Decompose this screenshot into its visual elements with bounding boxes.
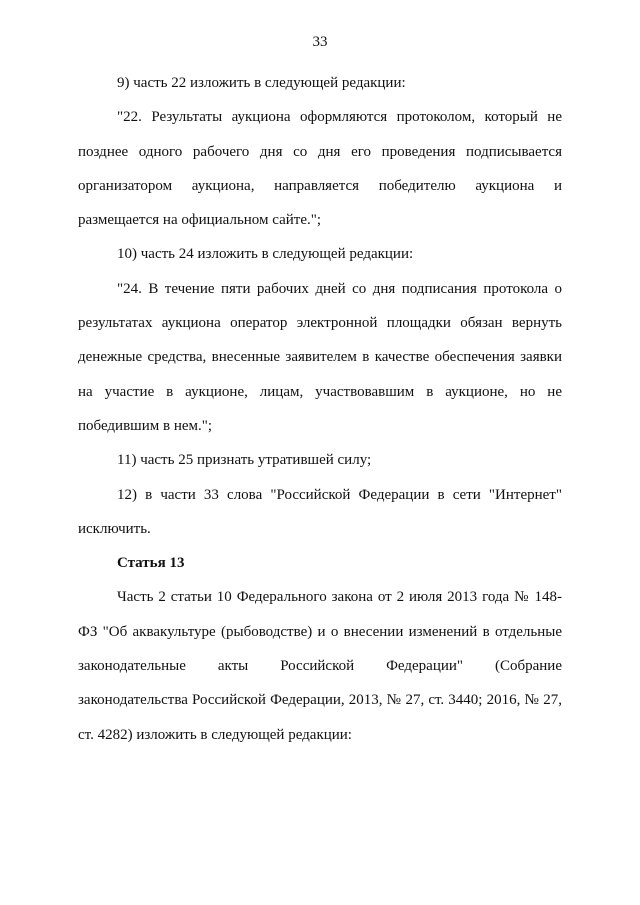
paragraph-item-9: 9) часть 22 изложить в следующей редакции: xyxy=(117,75,406,91)
paragraph-part-22-text: "22. Результаты аукциона оформляются протоколом, который не позднее одного рабочего дня со дня его проведения подписывается организатором аукциона, направляется победителю аукциона и размещается на официальном сайте."; xyxy=(78,109,562,229)
paragraph-article-13-text: Часть 2 статьи 10 Федерального закона от 2 июля 2013 года № 148-ФЗ "Об аквакультуре (рыбоводстве) и о внесении изменений в отдельные законодательные акты Российской Федерации" (Собрание законодательства Российской Федерации, 2013, № 27, ст. 3440; 2016, № 27, ст. 4282) изложить в следующей редакции: xyxy=(78,589,562,743)
paragraph-item-10: 10) часть 24 изложить в следующей редакции: xyxy=(117,246,414,263)
paragraph-part-24-text: "24. В течение пяти рабочих дней со дня подписания протокола о результатах аукциона оператор электронной площадки обязан вернуть денежные средства, внесенные заявителем в качестве обеспечения заявки на участие в аукционе, лицам, участвовавшим в аукционе, но не победившим в нем."; xyxy=(78,280,562,434)
paragraph-item-12: 12) в части 33 слова "Российской Федерации в сети "Интернет" исключить. xyxy=(78,486,562,537)
article-heading: Статья 13 xyxy=(117,555,185,572)
document-body xyxy=(78,66,562,752)
paragraph-item-11: 11) часть 25 признать утратившей силу; xyxy=(117,452,372,469)
page-number: 33 xyxy=(312,34,328,50)
